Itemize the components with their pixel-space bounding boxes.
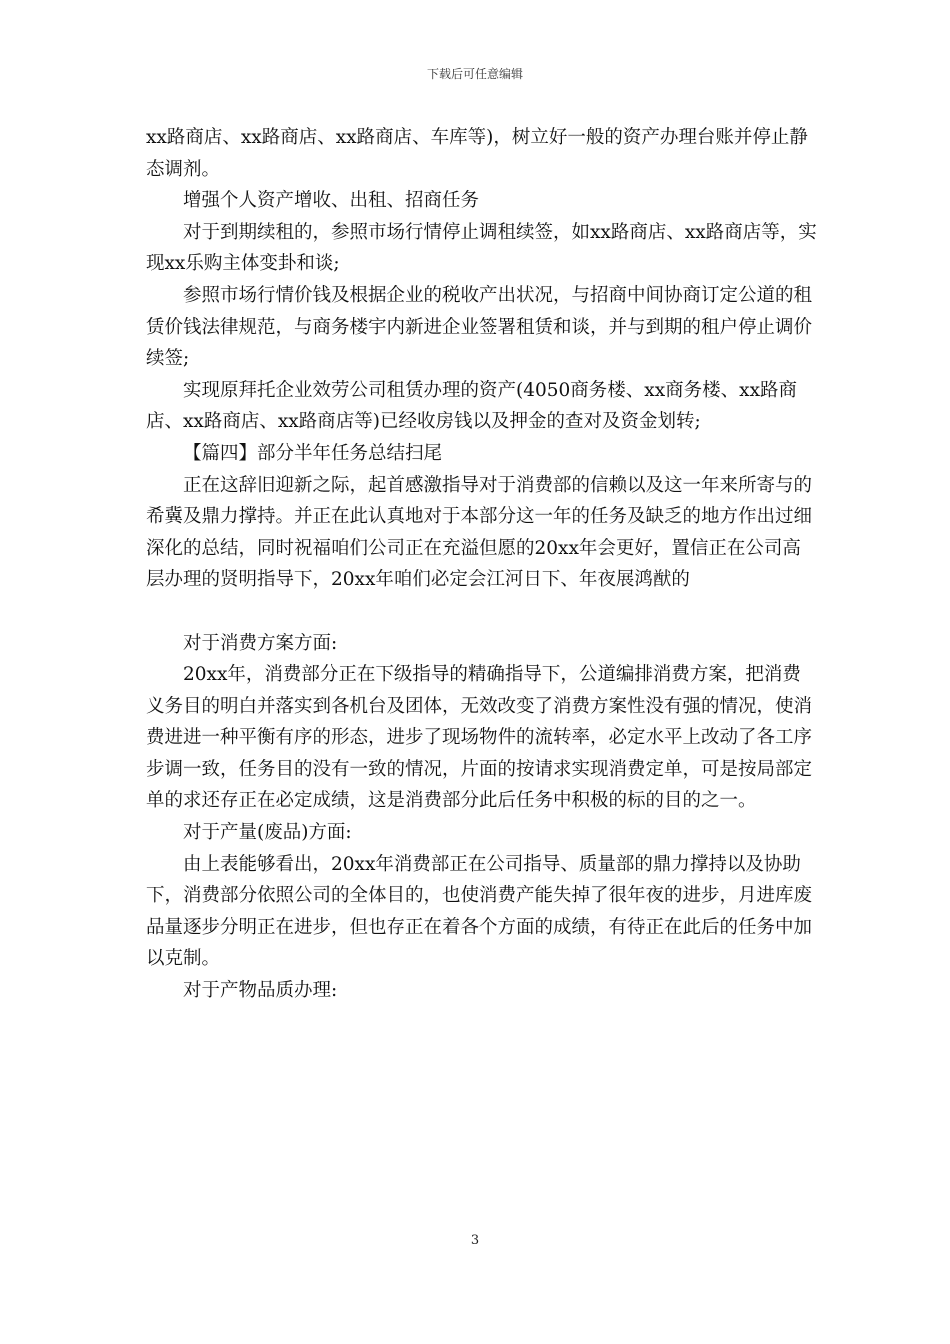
subsection-heading: 对于产量(废品)方面: [183, 822, 352, 844]
paragraph: 正在这辞旧迎新之际，起首感激指导对于消费部的信赖以及这一年来所寄与的希冀及鼎力撑持。并正在此认真地对于本部分这一年的任务及缺乏的地方作出过细深化的总结，同时祝福咱们公司正在充溢但愿的20xx年会更好，置信正在公司高层办理的贤明指导下，20xx年咱们必定会江河日下、年夜展鸿猷的 [146, 474, 813, 591]
document-body [146, 122, 818, 1007]
subsection-heading: 对于产物品质办理: [183, 980, 338, 1002]
page-header: 下载后可任意编辑 [426, 67, 523, 81]
paragraph: 参照市场行情价钱及根据企业的税收产出状况，与招商中间协商订定公道的租赁价钱法律规范，与商务楼宇内新进企业签署租赁和谈，并与到期的租户停止调价续签; [146, 284, 813, 370]
subsection-heading: 对于消费方案方面: [183, 632, 338, 654]
paragraph: 增强个人资产增收、出租、招商任务 [183, 190, 480, 212]
paragraph: 20xx年，消费部分正在下级指导的精确指导下，公道编排消费方案，把消费义务目的明白并落实到各机台及团体，无效改变了消费方案性没有强的情况，使消费进进一种平衡有序的形态，进步了现场物件的流转率，必定水平上改动了各工序步调一致，任务目的没有一致的情况，片面的按请求实现消费定单，可是按局部定单的求还存正在必定成绩，这是消费部分此后任务中积极的标的目的之一。 [146, 664, 813, 812]
paragraph: 对于到期续租的，参照市场行情停止调租续签，如xx路商店、xx路商店等，实现xx乐购主体变卦和谈; [146, 221, 817, 275]
section-heading: 【篇四】部分半年任务总结扫尾 [183, 442, 443, 464]
page-number: 3 [470, 1233, 480, 1248]
paragraph: 实现原拜托企业效劳公司租赁办理的资产(4050商务楼、xx商务楼、xx路商店、xx路商店、xx路商店等)已经收房钱以及押金的查对及资金划转; [146, 379, 798, 433]
paragraph: xx路商店、xx路商店、xx路商店、车库等)，树立好一般的资产办理台账并停止静态调剂。 [146, 127, 808, 180]
paragraph: 由上表能够看出，20xx年消费部正在公司指导、质量部的鼎力撑持以及协助下，消费部分依照公司的全体目的，也使消费产能失掉了很年夜的进步，月进库废品量逐步分明正在进步，但也存正在着各个方面的成绩，有待正在此后的任务中加以克制。 [146, 853, 813, 970]
